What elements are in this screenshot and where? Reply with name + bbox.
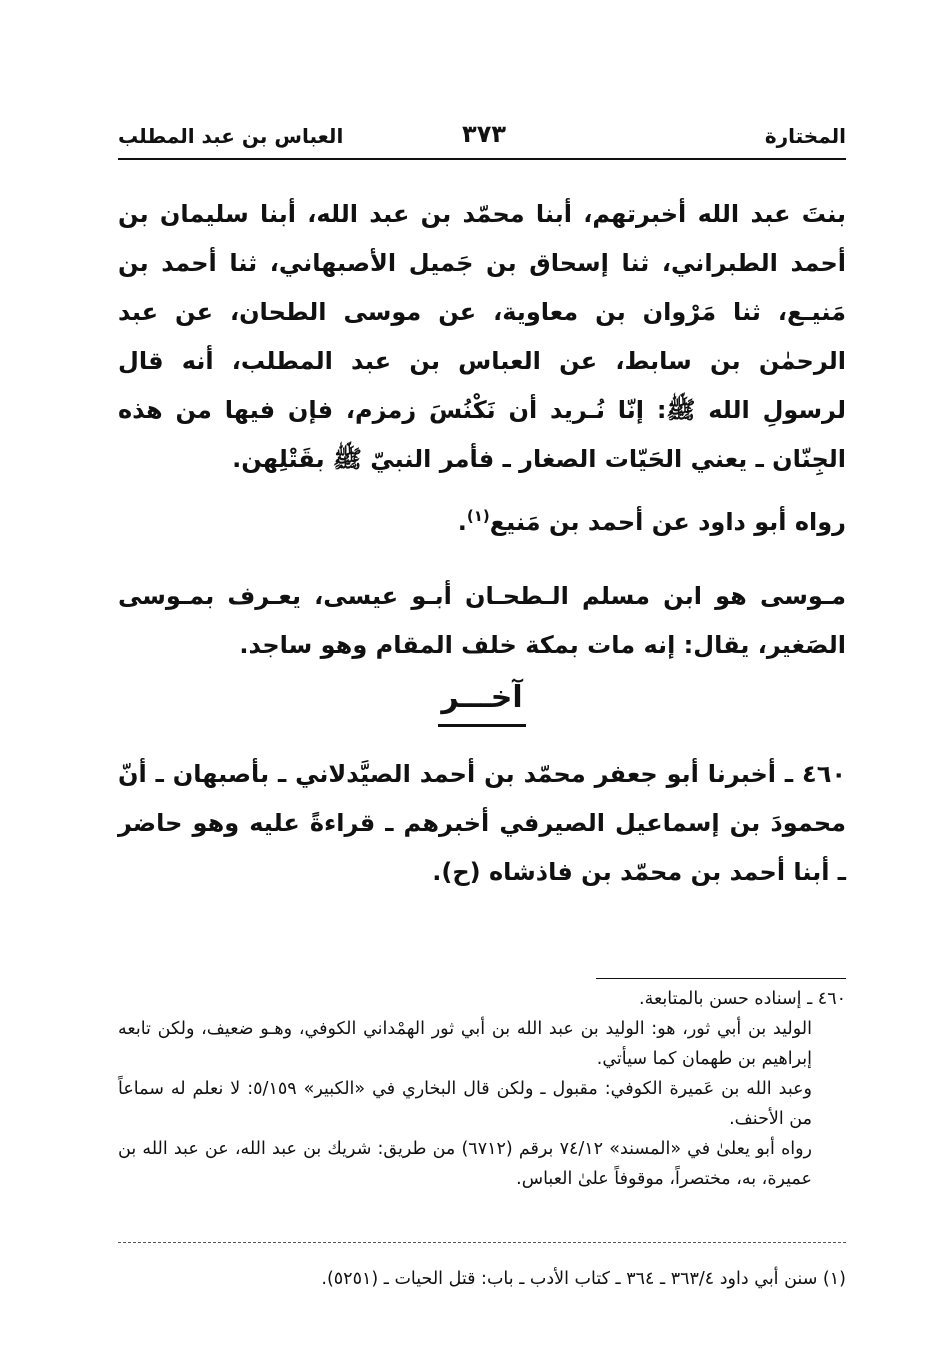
- note-item: الوليد بن أبي ثور، هو: الوليد بن عبد الله بن أبي ثور الهمْداني الكوفي، وهـو ضعيف، ولكن تابعه إبراهيم بن طهمان كما سيأتي.: [118, 1019, 812, 1069]
- paragraph-commentary: مـوسى هو ابن مسلم الـطحـان أبـو عيسى، يعـرف بمـوسى الصَغير، يقال: إنه مات بمكة خلف المقام وهو ساجد.: [118, 582, 846, 659]
- note-item: رواه أبو يعلىٰ في «المسند» ٧٤/١٢ برقم (٦٧١٢) من طريق: شريك بن عبد الله، عن عبد الله بن عميرة، به، مختصراً، موقوفاً علىٰ العباس.: [118, 1139, 812, 1189]
- note-heading: ٤٦٠ ـ إسناده حسن بالمتابعة.: [639, 989, 846, 1009]
- narration-text: رواه أبو داود عن أحمد بن مَنيع: [489, 508, 846, 536]
- running-title: العباس بن عبد المطلب: [118, 124, 344, 148]
- paragraph-narration: [118, 498, 846, 547]
- footnote-divider: [118, 1242, 846, 1243]
- footnote: (١) سنن أبي داود ٣٦٣/٤ ـ ٣٦٤ ـ كتاب الأدب ـ باب: قتل الحيات ـ (٥٢٥١).: [321, 1269, 846, 1289]
- hadith-paragraph: ٤٦٠ ـ أخبرنا أبو جعفر محمّد بن أحمد الصيَّدلاني ـ بأصبهان ـ أنّ محمودَ بن إسماعيل الصيرفي أخبرهم ـ قراءةً عليه وهو حاضر ـ أبنا أحمد بن محمّد بن فاذشاه (ح).: [118, 760, 846, 886]
- footnote-reference: (١): [466, 507, 490, 525]
- book-title: المختارة: [764, 124, 846, 148]
- notes-section: [118, 984, 846, 1194]
- notes-divider: [596, 978, 846, 979]
- paragraph-isnad: بنتَ عبد الله أخبرتهم، أبنا محمّد بن عبد الله، أبنا سليمان بن أحمد الطبراني، ثنا إسحاق بن جَميل الأصبهاني، ثنا أحمد بن مَنيـع، ثنا مَرْوان بن معاوية، عن موسى الطحان، عن عبد الرحمٰن بن سابط، عن العباس بن عبد المطلب، أنه قال لرسولِ الله ﷺ: إنّا نُـريد أن نَكْنُسَ زمزم، فإن فيها من هذه الجِنّان ـ يعني الحَيّات الصغار ـ فأمر النبيّ ﷺ بقَتْلِهن.: [118, 200, 846, 473]
- note-item: وعبد الله بن عَميرة الكوفي: مقبول ـ ولكن قال البخاري في «الكبير» ٥/١٥٩: لا نعلم له سماعاً من الأحنف.: [118, 1079, 812, 1129]
- section-heading: آخـــر: [441, 680, 523, 715]
- page-header: [118, 118, 846, 158]
- heading-underline: [438, 724, 526, 727]
- header-rule: [118, 158, 846, 160]
- narration-end: .: [457, 508, 467, 536]
- page-number: ٣٧٣: [462, 120, 506, 148]
